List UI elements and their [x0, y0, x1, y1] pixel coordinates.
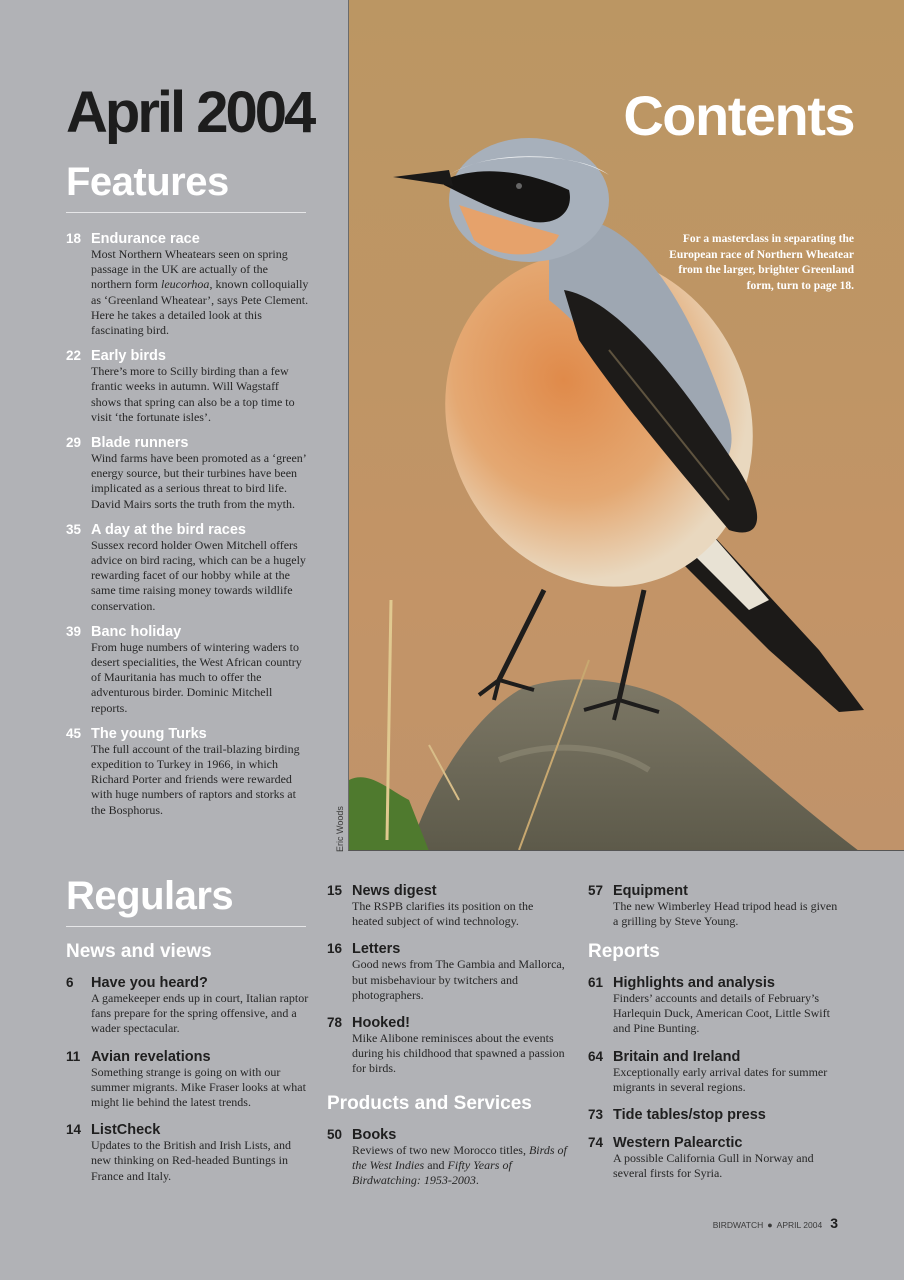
- desc-text: Reviews of two new Morocco titles,: [352, 1143, 529, 1157]
- regular-title: Tide tables/stop press: [613, 1107, 766, 1124]
- news-column-1: [66, 975, 311, 1184]
- regular-description: Updates to the British and Irish Lists, and new thinking on Red-headed Buntings in France and Italy.: [91, 1138, 291, 1183]
- news-column-2: [327, 883, 567, 1077]
- page-number: 22: [66, 348, 82, 364]
- regular-item[interactable]: [588, 1135, 838, 1181]
- desc-text: and: [424, 1158, 448, 1173]
- page-number: 74: [588, 1135, 604, 1151]
- page-number: 64: [588, 1048, 604, 1064]
- feature-description: The full account of the trail-blazing birding expedition to Turkey in 1966, in which Richard Porter and friends were rewarded with huge numbers of raptors and storks at the Bosphorus.: [91, 741, 300, 817]
- regulars-divider: [66, 926, 306, 927]
- features-heading: Features: [66, 160, 229, 204]
- page-number: 45: [66, 725, 82, 741]
- products-column: [327, 1127, 572, 1189]
- feature-item[interactable]: [66, 624, 311, 716]
- regular-item[interactable]: [66, 1049, 311, 1111]
- regular-item[interactable]: [66, 1122, 311, 1184]
- page-number: 6: [66, 975, 74, 990]
- regular-item[interactable]: [588, 1107, 838, 1123]
- page-number: 15: [327, 883, 343, 898]
- regular-title: News digest: [352, 883, 437, 899]
- regular-description: The RSPB clarifies its position on the heated subject of wind technology.: [352, 899, 534, 929]
- regular-item[interactable]: [588, 883, 838, 929]
- page-number: 3: [830, 1215, 838, 1231]
- news-and-views-heading: News and views: [66, 941, 212, 962]
- regular-item[interactable]: [327, 883, 567, 929]
- regular-item[interactable]: [327, 941, 567, 1003]
- book-title: Fifty Years of Birdwatching: 1953-2003: [352, 1158, 512, 1188]
- regular-title: Western Palearctic: [613, 1135, 743, 1152]
- page-number: 78: [327, 1015, 343, 1031]
- feature-description: Wind farms have been promoted as a ‘green’ energy source, but their turbines have been implicated as a serious threat to bird life. David Mairs sorts the truth from the myth.: [91, 451, 306, 511]
- feature-description: From huge numbers of wintering waders to desert specialities, the West African country of Mauritania has much to offer the adventurous birder. Dominic Mitchell reports.: [91, 639, 302, 715]
- page-number: 14: [66, 1122, 82, 1138]
- issue-date: APRIL 2004: [776, 1220, 823, 1230]
- photo-credit: Eric Woods: [335, 806, 345, 852]
- feature-item[interactable]: [66, 231, 311, 338]
- products-column-2: [588, 883, 838, 929]
- regular-item[interactable]: [327, 1127, 572, 1189]
- regular-title: Hooked!: [352, 1015, 410, 1032]
- page-number: 11: [66, 1048, 81, 1064]
- page-footer: [713, 1215, 838, 1231]
- regular-title: ListCheck: [91, 1122, 161, 1139]
- page-number: 16: [327, 941, 343, 957]
- regular-description: Mike Alibone reminisces about the events during his childhood that spawned a passion for birds.: [352, 1031, 565, 1076]
- page-number: 35: [66, 521, 82, 537]
- regular-description: The new Wimberley Head tripod head is given a grilling by Steve Young.: [613, 899, 838, 929]
- features-divider: [66, 212, 306, 213]
- page-number: 57: [588, 883, 604, 898]
- regular-item[interactable]: [588, 1049, 838, 1095]
- page-number: 61: [588, 975, 604, 990]
- book-title: Birds of the West Indies: [352, 1143, 567, 1173]
- feature-title: A day at the bird races: [91, 521, 246, 538]
- regular-title: Have you heard?: [91, 975, 208, 991]
- feature-description: Most Northern Wheatears seen on spring passage in the UK are actually of the northern form leucorhoa, known colloquially as ‘Greenland Wheatear’, says Pete Clement. Here he takes a detailed look at this fascinating bird.: [91, 247, 309, 338]
- regular-description: Exceptionally early arrival dates for summer migrants in several regions.: [613, 1064, 828, 1094]
- regulars-heading: Regulars: [66, 874, 234, 918]
- regular-item[interactable]: [588, 975, 838, 1037]
- products-and-services-heading: Products and Services: [327, 1093, 532, 1114]
- regular-title: Britain and Ireland: [613, 1048, 741, 1065]
- regular-title: Equipment: [613, 883, 688, 899]
- page-title: Contents: [623, 84, 854, 147]
- regular-item[interactable]: [66, 975, 311, 1037]
- page-number: 18: [66, 231, 82, 246]
- regular-description: [352, 1143, 572, 1189]
- features-list: [66, 231, 311, 818]
- regular-title: Avian revelations: [91, 1048, 211, 1065]
- feature-item[interactable]: [66, 726, 311, 818]
- feature-item[interactable]: [66, 348, 311, 425]
- page-number: 50: [327, 1127, 343, 1142]
- feature-item[interactable]: [66, 435, 311, 512]
- desc-text: .: [475, 1173, 479, 1188]
- regular-title: Letters: [352, 941, 401, 958]
- feature-title: Endurance race: [91, 231, 200, 247]
- regular-title: Books: [352, 1127, 397, 1143]
- regular-title: Highlights and analysis: [613, 975, 775, 991]
- feature-description: Sussex record holder Owen Mitchell offers advice on bird racing, which can be a hugely rewarding facet of our hobby while at the same time raising money towards wildlife conservation.: [91, 537, 306, 613]
- feature-title: Blade runners: [91, 435, 189, 452]
- feature-title: Banc holiday: [91, 623, 182, 640]
- page-number: 39: [66, 623, 82, 639]
- reports-heading: Reports: [588, 941, 660, 962]
- regular-item[interactable]: [327, 1015, 567, 1077]
- regular-description: Good news from The Gambia and Mallorca, but misbehaviour by twitchers and photographers.: [352, 957, 565, 1002]
- regular-description: A gamekeeper ends up in court, Italian raptor fans prepare for the spring offensive, and a wader spectacular.: [91, 991, 309, 1036]
- feature-title: The young Turks: [91, 725, 207, 742]
- page-number: 73: [588, 1107, 604, 1123]
- photo-caption: For a masterclass in separating the European race of Northern Wheatear from the larger, brighter Greenland form, turn to page 18.: [669, 233, 854, 292]
- issue-month: April 2004: [66, 80, 314, 145]
- feature-title: Early birds: [91, 348, 166, 365]
- page-number: 29: [66, 435, 82, 451]
- feature-description: There’s more to Scilly birding than a few frantic weeks in autumn. Will Wagstaff shows that spring can also be a top time to visit ‘the fortunate isles’.: [91, 364, 295, 424]
- feature-item[interactable]: [66, 522, 311, 614]
- separator-dot: ●: [767, 1220, 773, 1230]
- reports-column: [588, 975, 838, 1181]
- publication-name: BIRDWATCH: [712, 1220, 764, 1230]
- regular-description: Finders’ accounts and details of February’s Harlequin Duck, American Coot, Little Swift and Pine Bunting.: [613, 991, 830, 1036]
- regular-description: Something strange is going on with our summer migrants. Mike Fraser looks at what might lie behind the latest trends.: [91, 1064, 306, 1110]
- regular-description: A possible California Gull in Norway and several firsts for Syria.: [613, 1151, 814, 1181]
